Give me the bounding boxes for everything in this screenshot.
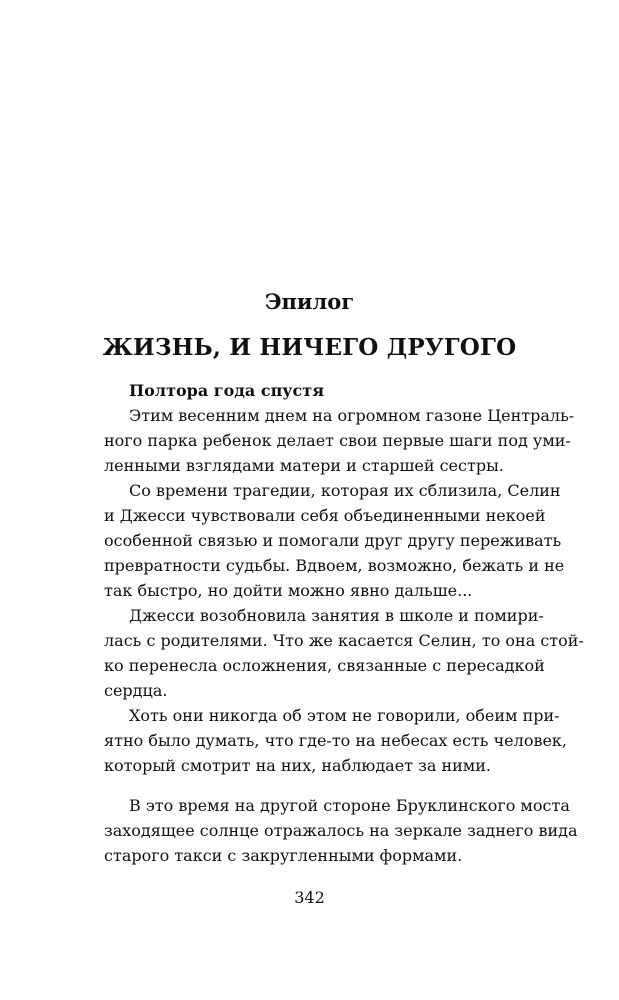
text-line: лась с родителями. Что же касается Селин, то она стой- (104, 631, 584, 650)
text-line: и Джесси чувствовали себя объединенными некоей (104, 506, 546, 525)
epilogue-text-block (104, 378, 584, 778)
text-line: заходящее солнце отражалось на зеркале заднего вида (104, 821, 578, 840)
text-line: ятно было думать, что где-то на небесах есть человек, (104, 731, 568, 750)
text-line: ко перенесла осложнения, связанные с пересадкой (104, 656, 545, 675)
text-line: который смотрит на них, наблюдает за ними. (104, 756, 491, 775)
chapter-title: ЖИЗНЬ, И НИЧЕГО ДРУГОГО (102, 334, 517, 361)
text-line: Хоть они никогда об этом не говорили, обеим при- (129, 706, 560, 725)
text-line: Со времени трагедии, которая их сблизила, Селин (129, 481, 561, 500)
text-line: В это время на другой стороне Бруклинского моста (129, 796, 570, 815)
text-line: Джесси возобновила занятия в школе и помири- (129, 606, 544, 625)
text-line: Этим весенним днем на огромном газоне Централь- (129, 406, 575, 425)
chapter-label: Эпилог (264, 289, 355, 314)
text-line: так быстро, но дойти можно явно дальше... (104, 581, 473, 600)
text-line: ного парка ребенок делает свои первые шаги под уми- (104, 431, 571, 450)
text-line: ленными взглядами матери и старшей сестры. (104, 456, 504, 475)
page-number: 342 (294, 888, 325, 907)
text-line: сердца. (104, 681, 168, 700)
text-line: превратности судьбы. Вдвоем, возможно, бежать и не (104, 556, 565, 575)
closing-text-block (104, 793, 578, 868)
text-line: особенной связью и помогали друг другу переживать (104, 531, 562, 550)
text-line: старого такси с закругленными формами. (104, 846, 463, 865)
subheading: Полтора года спустя (129, 381, 325, 400)
